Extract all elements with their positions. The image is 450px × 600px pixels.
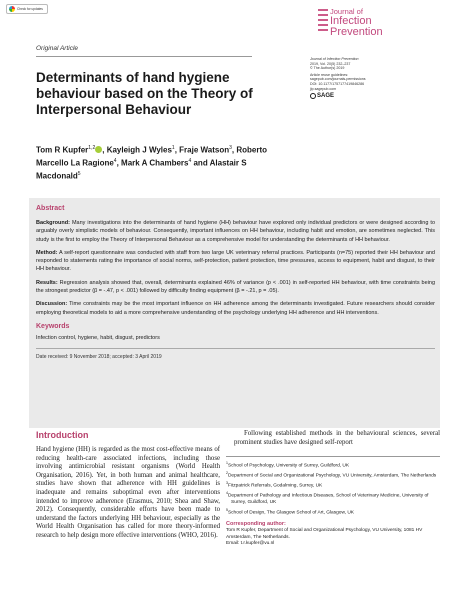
sage-circle-icon [310, 93, 316, 99]
keywords-text: Infection control, hygiene, habit, disgust, predictors [36, 334, 160, 341]
check-for-updates-label: Check for updates [17, 7, 43, 11]
pub-copyright: © The Author(s) 2019 [310, 66, 345, 71]
abstract-results: Results: Regression analysis showed that, overall, determinants explained 46% of variance (p < .001) in self-reported HH behaviour, with time constraints being the strongest predictor (β = -.47, p < .001) followed by difficulty finding equipment (β = -.21, p = .05). [36, 279, 435, 295]
abstract-background: Background: Many investigations into the determinants of hand hygiene (HH) behaviour have explored only individual predictors or were designed according to arguably overly simplistic models of behaviour. Consequently, important influences on HH behaviour, including habit and emotion, are sometimes neglected. This study is the first to employ the Theory of Interpersonal Behaviour as a comprehensive model for understanding the determinants of HH behaviour. [36, 220, 436, 243]
pub-url[interactable]: jip.sagepub.com [310, 86, 337, 91]
affiliation-text: School of Psychology, University of Surrey, Guildford, UK [227, 463, 350, 469]
abstract-divider [36, 348, 435, 349]
affiliation-marker: 1 [226, 461, 228, 465]
author-separator: , [102, 145, 107, 155]
author-separator: , [116, 158, 122, 168]
journal-logo-stripes-icon [318, 9, 328, 49]
affiliations [226, 460, 440, 548]
author-separator: , [231, 145, 237, 155]
author-affiliation-marker: 5 [77, 171, 81, 178]
author-name[interactable]: Mark A Chambers [121, 158, 189, 168]
publication-info [310, 57, 440, 99]
affiliation-item [226, 480, 440, 490]
journal-name-line2: Infection [330, 15, 372, 27]
check-for-updates-badge[interactable] [6, 4, 48, 14]
corresponding-author-email[interactable]: Email: t.r.kupfer@vu.nl [226, 541, 275, 547]
abstract-heading: Abstract [36, 205, 65, 212]
journal-name-line1: Journal of [330, 7, 363, 16]
author-name[interactable]: Fraje Watson [179, 145, 230, 155]
pub-reuse-link[interactable]: sagepub.com/journals-permissions [310, 77, 366, 82]
affiliation-text: Fitzpatrick Referrals, Godalming, Surrey, UK [227, 483, 323, 489]
corresponding-author-heading: Corresponding author: [226, 520, 286, 527]
journal-name-line3: Prevention [330, 26, 383, 38]
sage-logo-text: SAGE [317, 92, 335, 99]
affiliation-marker: 3 [226, 481, 228, 486]
author-name[interactable]: Roberto Marcello La Ragione [36, 145, 267, 168]
sage-logo [310, 93, 440, 99]
affiliation-item [226, 460, 440, 470]
pub-reuse-label: Article reuse guidelines: [310, 72, 349, 77]
right-column-body: Following established methods in the behavioural sciences, several prominent studies have designed self-report [234, 430, 440, 446]
author-affiliation-marker: 1 [171, 145, 175, 151]
author-name[interactable]: Tom R Kupfer [36, 145, 89, 155]
affiliation-text: School of Design, The Glasgow School of Art, Glasgow, UK [227, 510, 354, 516]
abstract-discussion: Discussion: Time constraints may be the most important influence on HH adherence among the determinants investigated. Future researchers should consider employing theoretical models to aid a more comprehensive understanding of the psychology underlying HH adherence and HH interventions. [36, 301, 435, 316]
crossmark-icon [9, 6, 15, 12]
corresponding-author-address: Tom R Kupfer, Department of Social and Organizational Psychology, VU University, 1081 HV Amsterdam, The Netherlands. [226, 528, 423, 540]
affiliation-item [226, 507, 440, 517]
affiliation-list [226, 460, 440, 517]
author-affiliation-marker: 3 [229, 145, 232, 151]
keywords-heading: Keywords [36, 322, 70, 330]
affiliation-marker: 2 [226, 471, 228, 476]
affiliation-marker: 5 [226, 507, 228, 512]
author-name[interactable]: Kayleigh J Wyles [106, 145, 172, 155]
author-separator: , [174, 145, 180, 155]
introduction-heading: Introduction [36, 430, 89, 440]
journal-logo [330, 7, 440, 38]
received-accepted-dates: Date received: 9 November 2018; accepted: 3 April 2019 [36, 353, 162, 360]
pub-doi[interactable]: DOI: 10.1177/1757177419846286 [310, 81, 365, 86]
pub-volume: 2019, Vol. 20(5) 232–237 [310, 61, 351, 66]
affiliations-divider [226, 456, 440, 457]
author-affiliation-marker: 4 [188, 158, 192, 165]
abstract-method: Method: A self-report questionnaire was conducted with staff from two large UK veterinary referral practices. Participants (n=75) reported their HH behaviour and responded to statements rating the importance of social norms, self-protection, patient protection, time pressures, access to equipment, habit and disgust, to their HH behaviour. [36, 249, 435, 273]
introduction-body: Hand hygiene (HH) is regarded as the most cost-effective means of reducing health-care associated infections, including those involving antimicrobial resistant organisms (World Health Organisation, 2016). Yet, in both human and animal healthcare, studies have shown that adherence with HH guidelines is inadequate and remains suboptimal even after interventions intended to improve adherence (Erasmus, 2010; Shea and Shaw, 2012). Consequently, considerable efforts have been made to understand the factors underlying HH behaviour, especially as the World Health Organisation has called for more theory-informed research to help design more effective interventions (WHO, 2016). [36, 446, 220, 539]
affiliation-item [226, 490, 440, 507]
article-type: Original Article [36, 45, 79, 52]
pub-journal-title: Journal of Infection Prevention [310, 57, 359, 61]
abstract-box [29, 198, 440, 428]
author-affiliation-marker: 1,2 [88, 145, 96, 151]
author-list [36, 143, 276, 182]
affiliation-text: Department of Social and Organizational Psychology, VU University, Amsterdam, The Netherlands [227, 473, 437, 479]
affiliation-item [226, 470, 440, 480]
header-divider [36, 56, 252, 57]
author-name[interactable]: and Alastair S Macdonald [36, 158, 247, 181]
article-title: Determinants of hand hygiene behaviour based on the Theory of Interpersonal Behaviour [36, 70, 253, 117]
affiliation-marker: 4 [226, 491, 228, 496]
author-affiliation-marker: 4 [113, 158, 117, 165]
affiliation-text: Department of Pathology and Infectious Diseases, School of Veterinary Medicine, University of Surrey, Guildford, UK [227, 493, 429, 506]
